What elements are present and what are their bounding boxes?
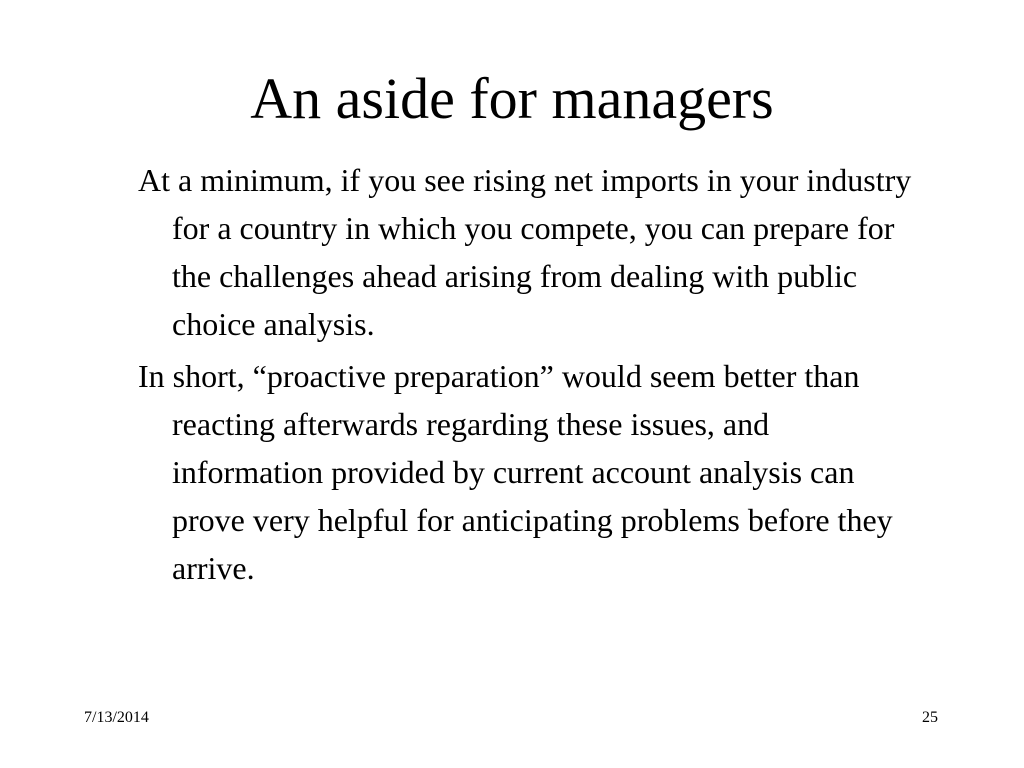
paragraph-2: In short, “proactive preparation” would seem better than reacting afterwards regarding these issues, and information provided by current account analysis can prove very helpful for anticipating problems before they arrive. [138, 358, 893, 586]
footer-page-number: 25 [922, 709, 938, 726]
slide-body [138, 156, 928, 596]
slide-title: An aside for managers [250, 66, 774, 131]
footer-date: 7/13/2014 [84, 709, 149, 726]
paragraph-1: At a minimum, if you see rising net imports in your industry for a country in which you compete, you can prepare for the challenges ahead arising from dealing with public choice analysis. [138, 162, 912, 342]
